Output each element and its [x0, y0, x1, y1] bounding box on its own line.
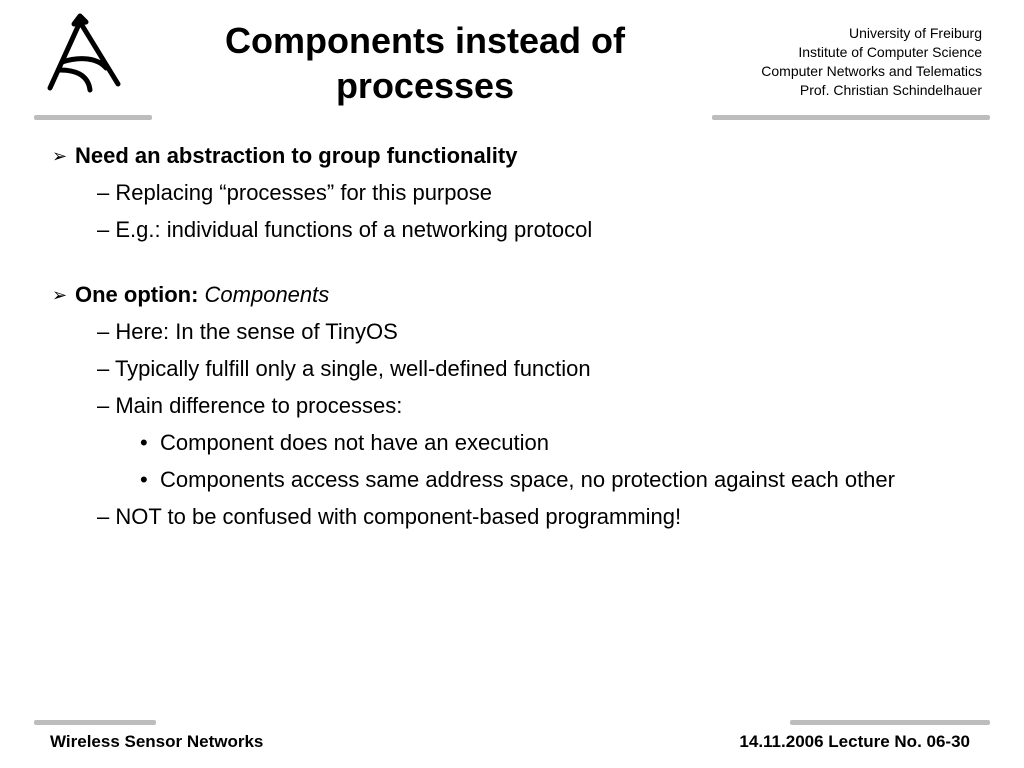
university-logo-icon — [40, 12, 130, 94]
bullet-1-sub-1: – Replacing “processes” for this purpose — [97, 180, 492, 205]
bullet-2-subsub-2 — [52, 465, 982, 495]
slide-title-line-2: processes — [335, 65, 515, 106]
footer-rule-left — [34, 720, 156, 725]
affiliation-block — [761, 24, 982, 100]
bullet-2-sub-3: – Main difference to processes: — [97, 393, 403, 418]
slide-title-line-1: Components instead of — [224, 20, 625, 61]
bullet-2-sub-2: – Typically fulfill only a single, well-defined function — [97, 356, 591, 381]
slide-body — [52, 136, 982, 532]
bullet-1 — [52, 141, 982, 171]
bullet-2-sub-4: – NOT to be confused with component-based programming! — [97, 504, 682, 529]
bullet-2-heading-italic: Components — [204, 282, 330, 307]
header-rule-left — [34, 115, 152, 120]
affiliation-professor: Prof. Christian Schindelhauer — [799, 82, 982, 98]
affiliation-university: University of Freiburg — [848, 25, 982, 41]
bullet-2-subsub-2-text: Components access same address space, no protection against each other — [160, 467, 895, 492]
dot-bullet-icon: • — [140, 467, 148, 492]
bullet-1-heading: Need an abstraction to group functionality — [75, 143, 518, 168]
footer-lecture-info: 14.11.2006 Lecture No. 06-30 — [739, 732, 970, 751]
bullet-2-subsub-1-text: Component does not have an execution — [160, 430, 549, 455]
arrow-bullet-icon: ➢ — [52, 285, 68, 305]
bullet-2-heading: One option: — [75, 282, 205, 307]
footer-course-title: Wireless Sensor Networks — [50, 732, 264, 751]
arrow-bullet-icon: ➢ — [52, 146, 68, 166]
bullet-2 — [52, 280, 982, 310]
slide-title — [160, 18, 690, 108]
bullet-2-subsub-1 — [52, 428, 982, 458]
header-rule-right — [712, 115, 990, 120]
bullet-1-sub-2: – E.g.: individual functions of a networking protocol — [97, 217, 593, 242]
affiliation-institute: Institute of Computer Science — [798, 44, 982, 60]
footer-rule-right — [790, 720, 990, 725]
bullet-2-sub-1: – Here: In the sense of TinyOS — [97, 319, 398, 344]
affiliation-department: Computer Networks and Telematics — [761, 63, 982, 79]
dot-bullet-icon: • — [140, 430, 148, 455]
